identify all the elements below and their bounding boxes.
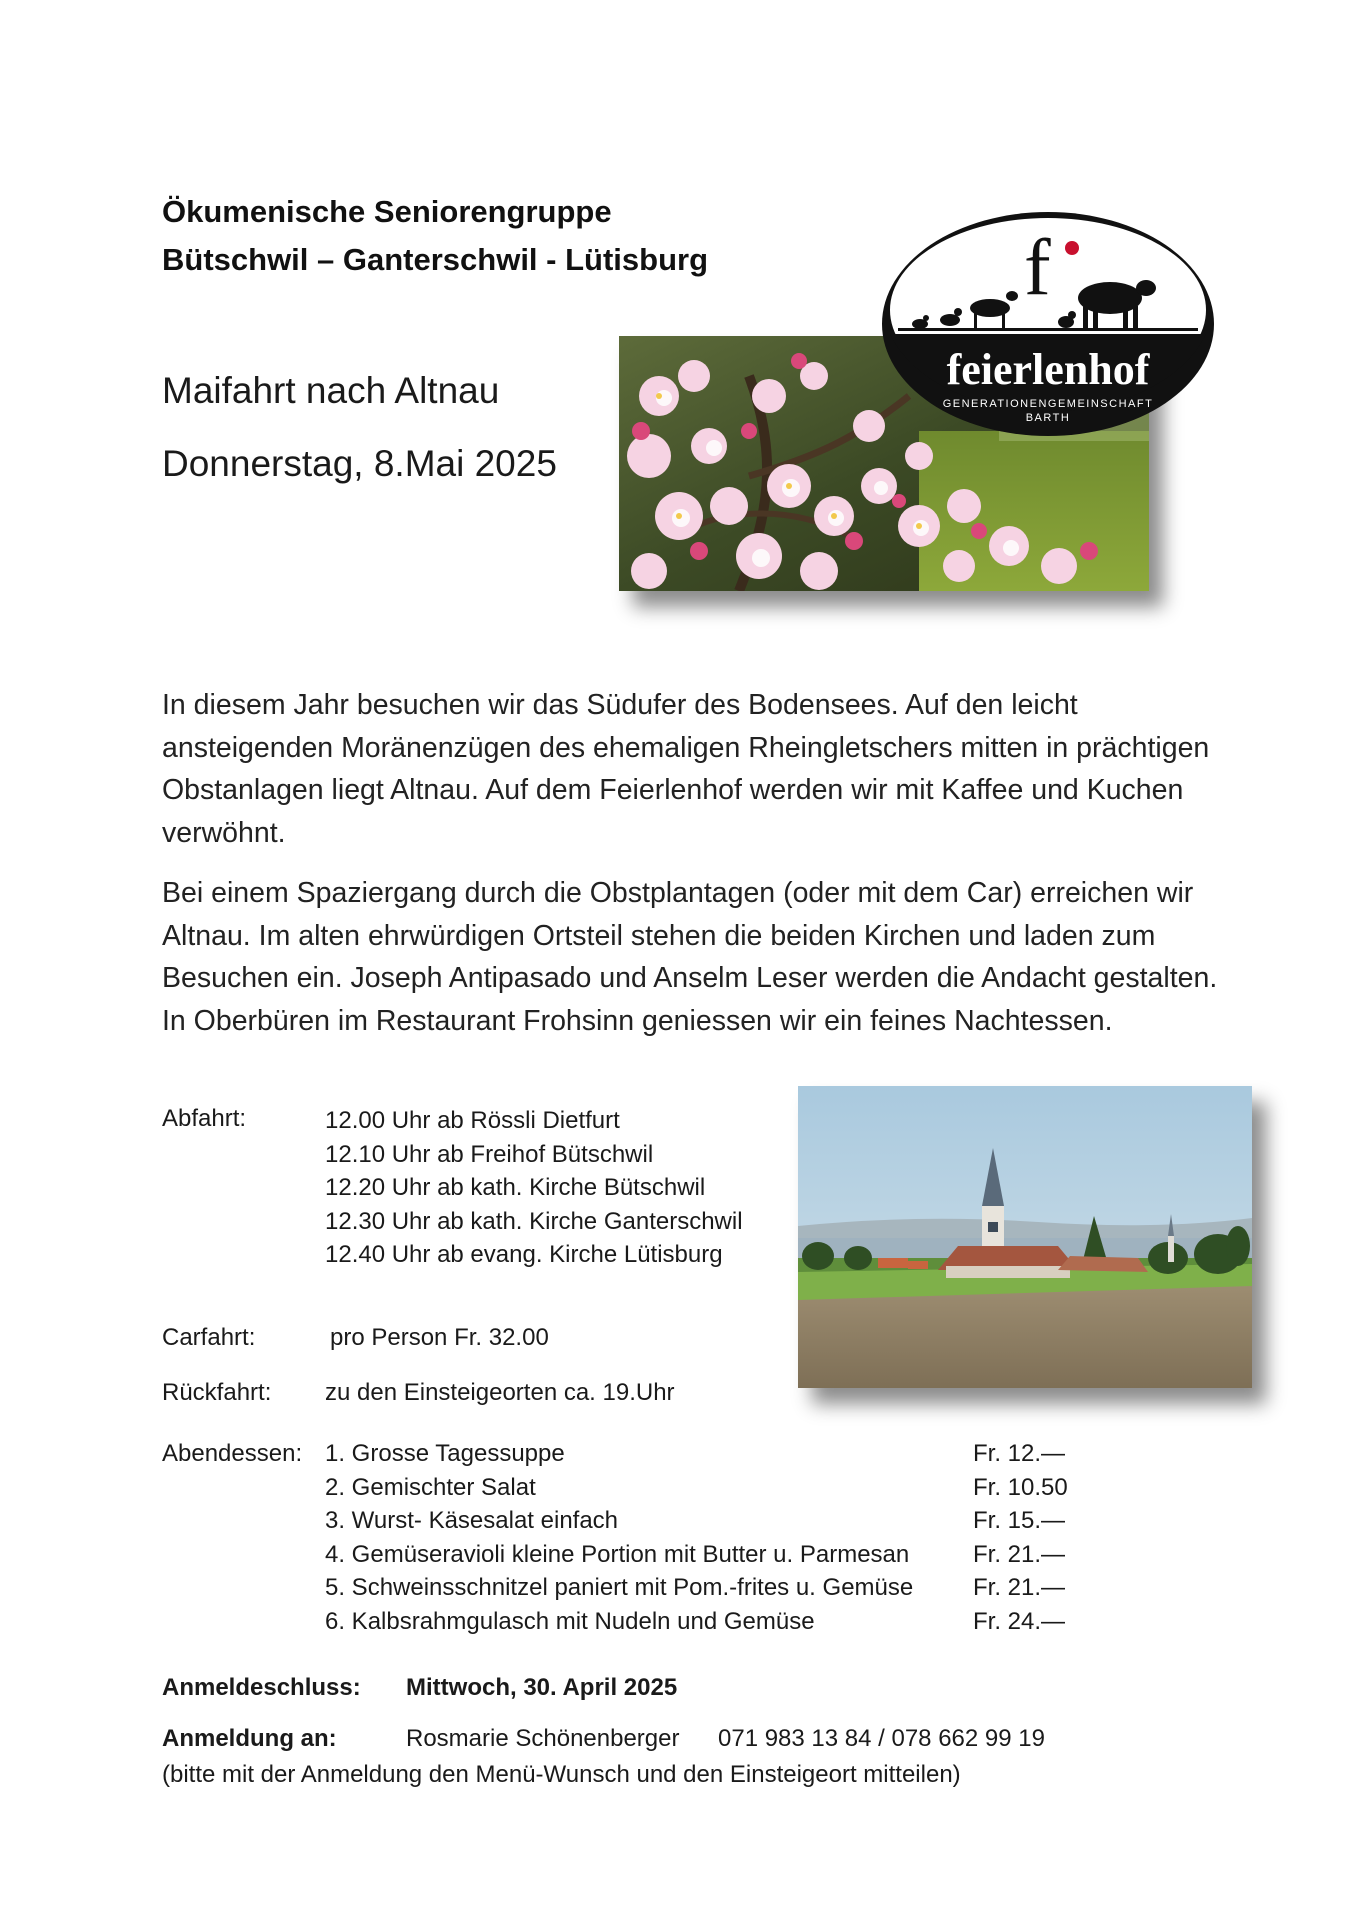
departure-time-item: 12.40 Uhr ab evang. Kirche Lütisburg: [325, 1241, 723, 1268]
logo-subtitle-2: BARTH: [1025, 412, 1071, 424]
intro-text: [162, 684, 1222, 1042]
departure-time-item: 12.00 Uhr ab Rössli Dietfurt: [325, 1107, 620, 1134]
altnau-village-photo: [798, 1086, 1252, 1388]
group-places: Bütschwil – Ganterschwil - Lütisburg: [162, 242, 709, 277]
registration-note: (bitte mit der Anmeldung den Menü-Wunsch und den Einsteigeort mitteilen): [162, 1761, 961, 1788]
departure-time-item: 12.30 Uhr ab kath. Kirche Ganterschwil: [325, 1207, 743, 1235]
logo-name: feierlenhof: [946, 345, 1150, 394]
carfahrt-price: pro Person Fr. 32.00: [330, 1324, 549, 1351]
menu-item-price: Fr. 21.—: [973, 1574, 1066, 1601]
contact-name: Rosmarie Schönenberger: [406, 1725, 680, 1752]
intro-paragraph-2: Bei einem Spaziergang durch die Obstplantagen (oder mit dem Car) erreichen wir Altnau. Im alten ehrwürdigen Ortsteil stehen die beiden Kirchen und laden zum Besuchen ein. Joseph Antipasado und Anselm Leser werden die Andacht gestalten. In Oberbüren im Restaurant Frohsinn geniessen wir ein feines Nachtessen.: [162, 877, 1218, 1037]
feierlenhof-logo: [878, 208, 1218, 440]
departure-label: Abfahrt:: [162, 1105, 247, 1132]
dinner-menu: [325, 1440, 1085, 1650]
departure-time-item: 12.20 Uhr ab kath. Kirche Bütschwil: [325, 1174, 706, 1201]
rueckfahrt-label: Rückfahrt:: [162, 1379, 272, 1406]
carfahrt-label: Carfahrt:: [162, 1324, 256, 1351]
menu-item-name: 2. Gemischter Salat: [325, 1473, 536, 1501]
departure-time-item: 12.10 Uhr ab Freihof Bütschwil: [325, 1140, 654, 1168]
event-date: Donnerstag, 8.Mai 2025: [162, 443, 557, 484]
deadline-value: Mittwoch, 30. April 2025: [406, 1674, 678, 1701]
menu-item-name: 3. Wurst- Käsesalat einfach: [325, 1507, 619, 1534]
dinner-label: Abendessen:: [162, 1440, 303, 1467]
event-title: Maifahrt nach Altnau: [162, 370, 500, 411]
logo-letter: f: [1024, 224, 1051, 312]
menu-item-name: 5. Schweinsschnitzel paniert mit Pom.-frites u. Gemüse: [325, 1574, 914, 1601]
contact-phone: 071 983 13 84 / 078 662 99 19: [718, 1725, 1045, 1752]
group-name: Ökumenische Seniorengruppe: [162, 194, 612, 229]
departure-times: [325, 1104, 743, 1272]
logo-subtitle: GENERATIONENGEMEINSCHAFT: [942, 398, 1154, 410]
intro-paragraph-1: In diesem Jahr besuchen wir das Südufer des Bodensees. Auf den leicht ansteigenden Moränenzügen des ehemaligen Rheingletschers mitten in prächtigen Obstanlagen liegt Altnau. Auf dem Feierlenhof werden wir mit Kaffee und Kuchen verwöhnt.: [162, 689, 1210, 849]
contact-label: Anmeldung an:: [162, 1725, 337, 1752]
menu-item-price: Fr. 24.—: [973, 1607, 1066, 1635]
menu-item-price: Fr. 21.—: [973, 1540, 1066, 1568]
menu-item-price: Fr. 12.—: [973, 1440, 1066, 1467]
menu-item-price: Fr. 10.50: [973, 1473, 1068, 1501]
deadline-label: Anmeldeschluss:: [162, 1674, 361, 1701]
menu-item-name: 4. Gemüseravioli kleine Portion mit Butter u. Parmesan: [325, 1540, 910, 1568]
menu-item-name: 1. Grosse Tagessuppe: [325, 1440, 565, 1467]
menu-item-price: Fr. 15.—: [973, 1507, 1066, 1534]
rueckfahrt-value: zu den Einsteigeorten ca. 19.Uhr: [325, 1379, 675, 1406]
menu-item-name: 6. Kalbsrahmgulasch mit Nudeln und Gemüse: [325, 1607, 815, 1635]
apple-icon: [1065, 241, 1079, 255]
